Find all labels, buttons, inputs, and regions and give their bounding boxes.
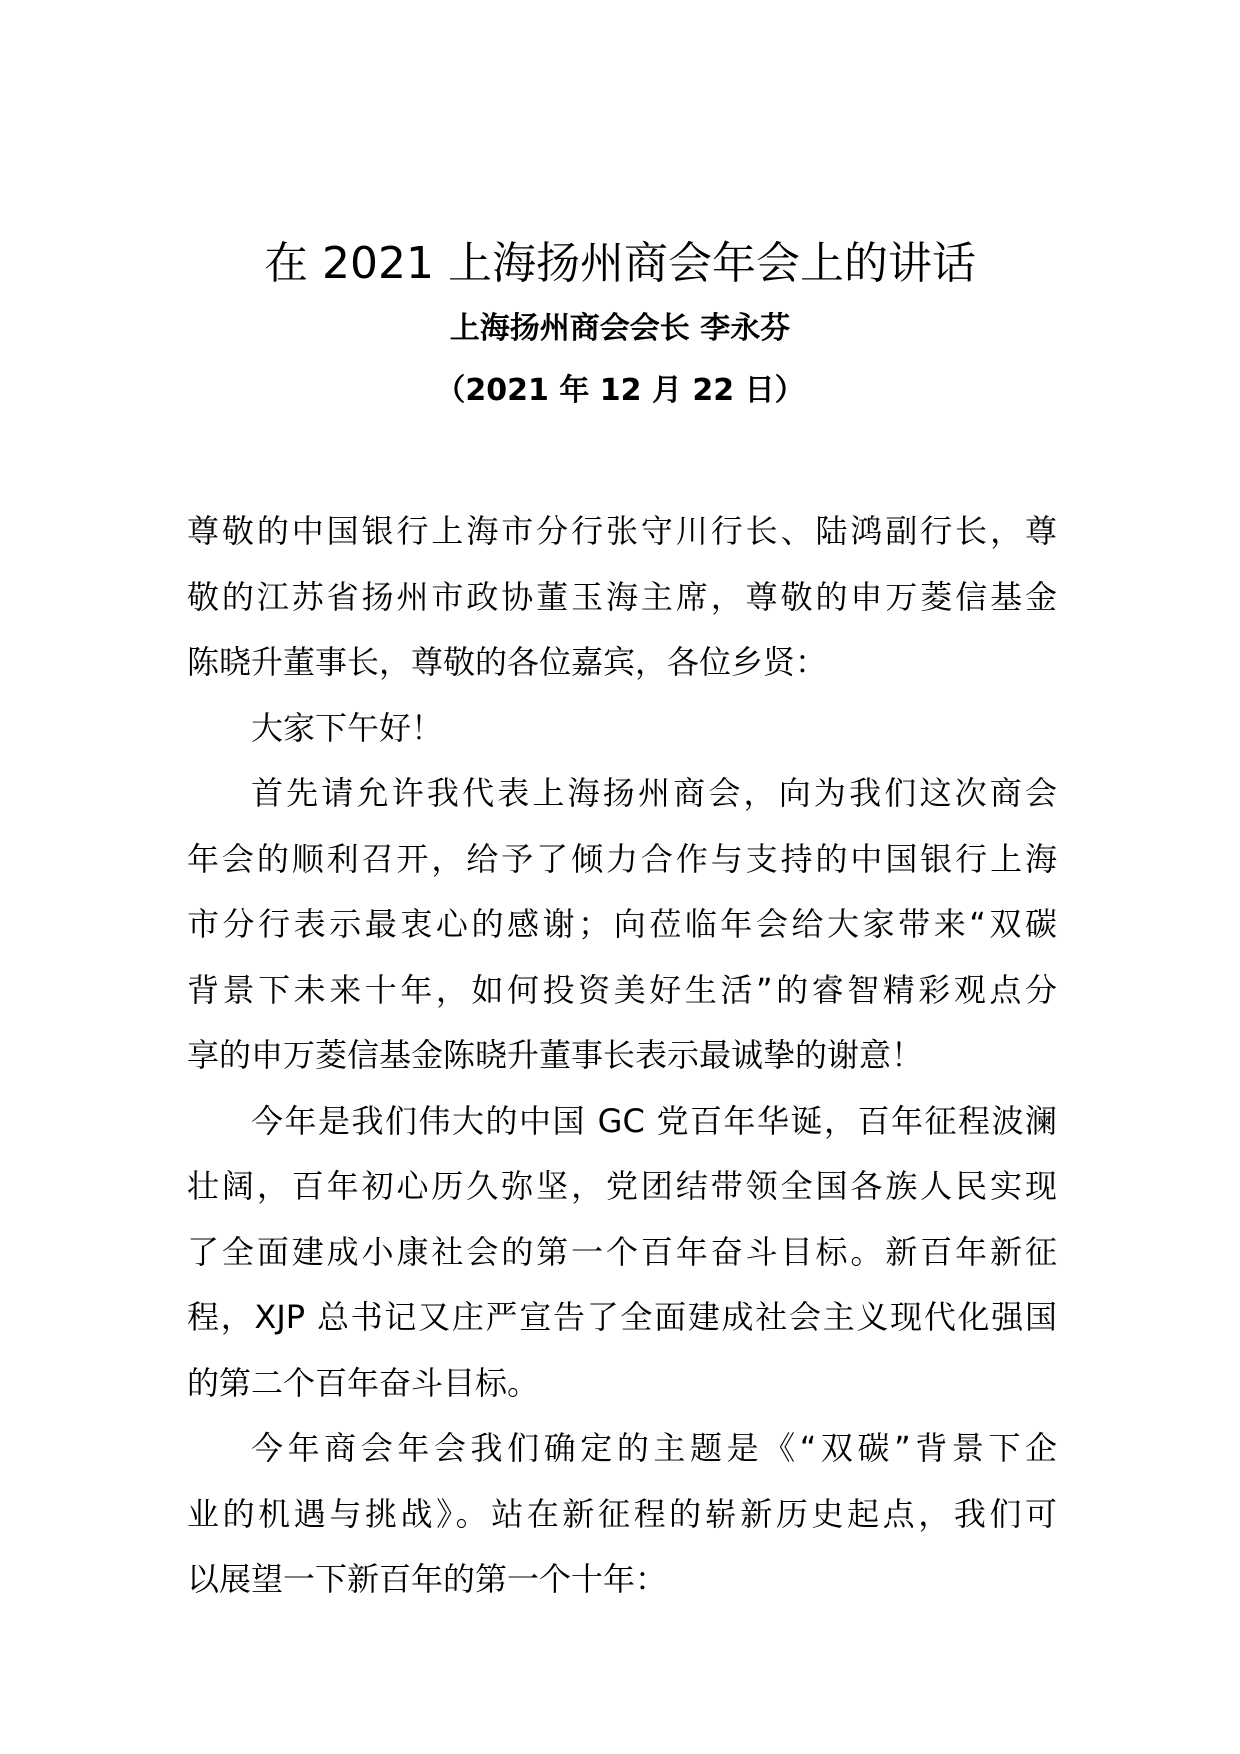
body-line: 业的机遇与挑战》。站在新征程的崭新历史起点，我们可 [187, 1494, 1057, 1533]
body-line: 尊敬的中国银行上海市分行张守川行长、陆鸿副行长，尊 [187, 512, 1057, 550]
body-line: 以展望一下新百年的第一个十年： [187, 1560, 668, 1598]
greeting-line: 大家下午好！ [251, 708, 444, 747]
body-line: 的第二个百年奋斗目标。 [187, 1363, 540, 1402]
body-line: 首先请允许我代表上海扬州商会，向为我们这次商会 [251, 774, 1057, 812]
body-line: 壮阔，百年初心历久弥坚，党团结带领全国各族人民实现 [187, 1167, 1057, 1205]
body-line: 了全面建成小康社会的第一个百年奋斗目标。新百年新征 [187, 1232, 1057, 1271]
document-title: 在 2021 上海扬州商会年会上的讲话 [264, 238, 976, 289]
body-line: 年会的顺利召开，给予了倾力合作与支持的中国银行上海 [187, 839, 1057, 878]
date-line: （2021 年 12 月 22 日） [435, 373, 805, 408]
body-line: 陈晓升董事长，尊敬的各位嘉宾，各位乡贤： [187, 643, 828, 681]
body-line: 享的申万菱信基金陈晓升董事长表示最诚挚的谢意！ [187, 1036, 924, 1074]
body-line: 市分行表示最衷心的感谢；向莅临年会给大家带来“双碳 [187, 905, 1057, 943]
body-line: 今年商会年会我们确定的主题是《“双碳”背景下企 [251, 1429, 1057, 1467]
speech-body [187, 499, 1057, 1613]
body-line: 敬的江苏省扬州市政协董玉海主席，尊敬的申万菱信基金 [187, 577, 1057, 616]
body-line: 程，XJP 总书记又庄严宣告了全面建成社会主义现代化强国 [187, 1298, 1057, 1336]
author-line: 上海扬州商会会长 李永芬 [449, 311, 791, 346]
body-line: 今年是我们伟大的中国 GC 党百年华诞，百年征程波澜 [251, 1101, 1057, 1140]
body-line: 背景下未来十年，如何投资美好生活”的睿智精彩观点分 [187, 970, 1057, 1009]
